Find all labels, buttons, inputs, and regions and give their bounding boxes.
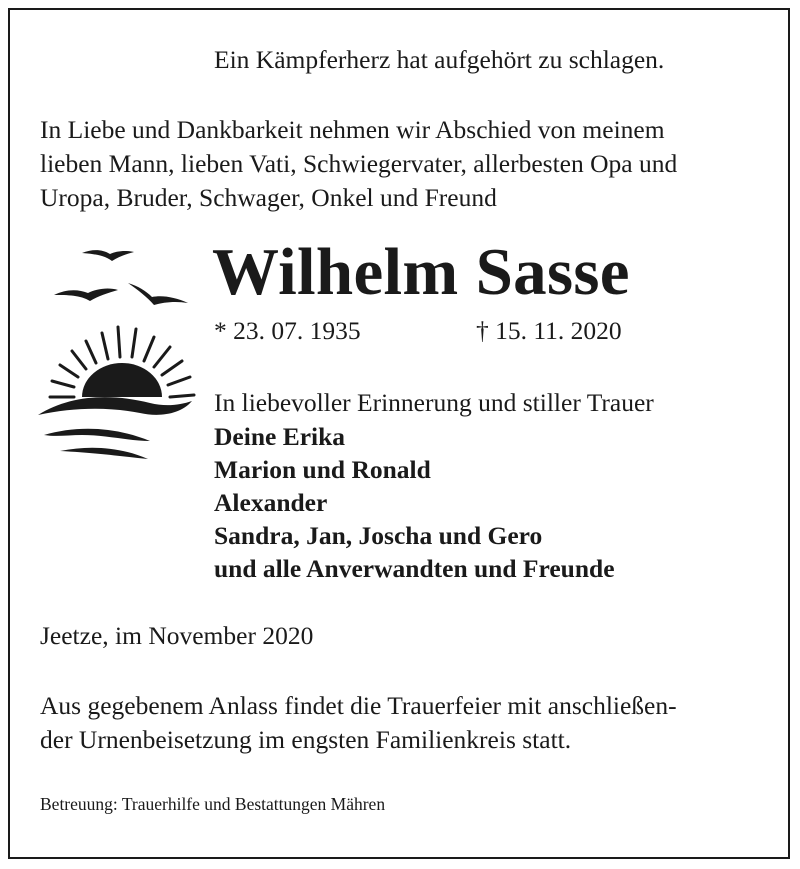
- funeral-home-credit: Betreuung: Trauerhilfe und Bestattungen Mähren: [40, 794, 386, 814]
- opening-line-2: lieben Mann, lieben Vati, Schwiegervater, allerbesten Opa und: [40, 149, 678, 178]
- opening-line-3: Uropa, Bruder, Schwager, Onkel und Freund: [40, 183, 497, 212]
- birth-date: * 23. 07. 1935: [214, 316, 361, 345]
- mourner-5: und alle Anverwandten und Freunde: [214, 554, 615, 583]
- mourner-3: Alexander: [214, 488, 328, 517]
- place-date: Jeetze, im November 2020: [40, 621, 314, 650]
- mourner-4: Sandra, Jan, Joscha und Gero: [214, 521, 543, 550]
- closing-line-2: der Urnenbeisetzung im engsten Familienkreis statt.: [40, 725, 572, 754]
- mourner-2: Marion und Ronald: [214, 455, 431, 484]
- opening-line-1: In Liebe und Dankbarkeit nehmen wir Abschied von meinem: [40, 115, 665, 144]
- birds-sunset-icon: [30, 245, 200, 460]
- bird-icon: [82, 250, 134, 261]
- bird-icon: [128, 283, 188, 305]
- deceased-name: Wilhelm Sasse: [212, 235, 630, 309]
- closing-line-1: Aus gegebenem Anlass findet die Trauerfeier mit anschließen-: [40, 691, 677, 720]
- bird-icon: [54, 289, 118, 301]
- death-date: † 15. 11. 2020: [476, 316, 622, 345]
- mourner-1: Deine Erika: [214, 422, 346, 451]
- intro-line: Ein Kämpferherz hat aufgehört zu schlagen.: [214, 45, 665, 74]
- remembrance-line: In liebevoller Erinnerung und stiller Trauer: [214, 388, 654, 417]
